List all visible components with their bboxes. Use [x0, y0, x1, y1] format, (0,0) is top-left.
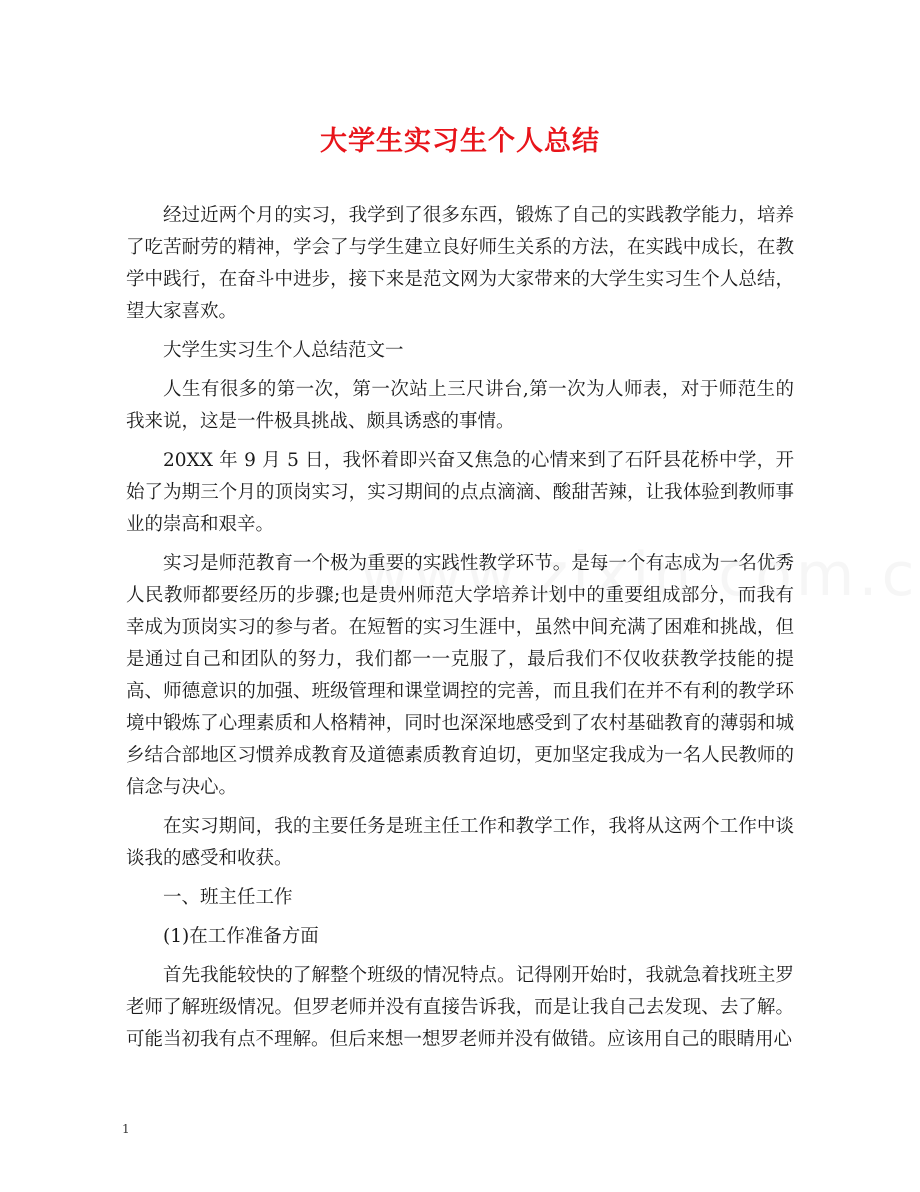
- paragraph: 首先我能较快的了解整个班级的情况特点。记得刚开始时，我就急着找班主罗老师了解班级情况。但罗老师并没有直接告诉我，而是让我自己去发现、去了解。可能当初我有点不理解。但后来想一想罗老师并没有做错。应该用自己的眼睛用心: [126, 965, 794, 1050]
- paragraph: 实习是师范教育一个极为重要的实践性教学环节。是每一个有志成为一名优秀人民教师都要经历的步骤;也是贵州师范大学培养计划中的重要组成部分，而我有幸成为顶岗实习的参与者。在短暂的实习生涯中，虽然中间充满了困难和挑战，但是通过自己和团队的努力，我们都一一克服了，最后我们不仅收获教学技能的提高、师德意识的加强、班级管理和课堂调控的完善，而且我们在并不有利的教学环境中锻炼了心理素质和人格精神，同时也深深地感受到了农村基础教育的薄弱和城乡结合部地区习惯养成教育及道德素质教育迫切，更加坚定我成为一名人民教师的信念与决心。: [126, 553, 794, 798]
- paragraph-section-heading: 大学生实习生个人总结范文一: [163, 340, 404, 361]
- paragraph: 20XX 年 9 月 5 日，我怀着即兴奋又焦急的心情来到了石阡县花桥中学，开始了为期三个月的顶岗实习，实习期间的点点滴滴、酸甜苦辣，让我体验到教师事业的崇高和艰辛。: [126, 450, 794, 535]
- paragraph-subheading: 一、班主任工作: [163, 887, 293, 908]
- paragraph-intro: 经过近两个月的实习，我学到了很多东西，锻炼了自己的实践教学能力，培养了吃苦耐劳的精神，学会了与学生建立良好师生关系的方法，在实践中成长，在教学中践行，在奋斗中进步，接下来是范文网为大家带来的大学生实习生个人总结，望大家喜欢。: [126, 205, 794, 322]
- paragraph: 人生有很多的第一次，第一次站上三尺讲台,第一次为人师表，对于师范生的我来说，这是一件极具挑战、颇具诱惑的事情。: [126, 379, 794, 432]
- document-body: [126, 200, 794, 1063]
- paragraph-subheading: (1)在工作准备方面: [163, 926, 319, 947]
- paragraph: 在实习期间，我的主要任务是班主任工作和教学工作，我将从这两个工作中谈谈我的感受和收获。: [126, 816, 794, 869]
- document-title: 大学生实习生个人总结: [320, 126, 600, 157]
- page-number: 1: [122, 1122, 130, 1136]
